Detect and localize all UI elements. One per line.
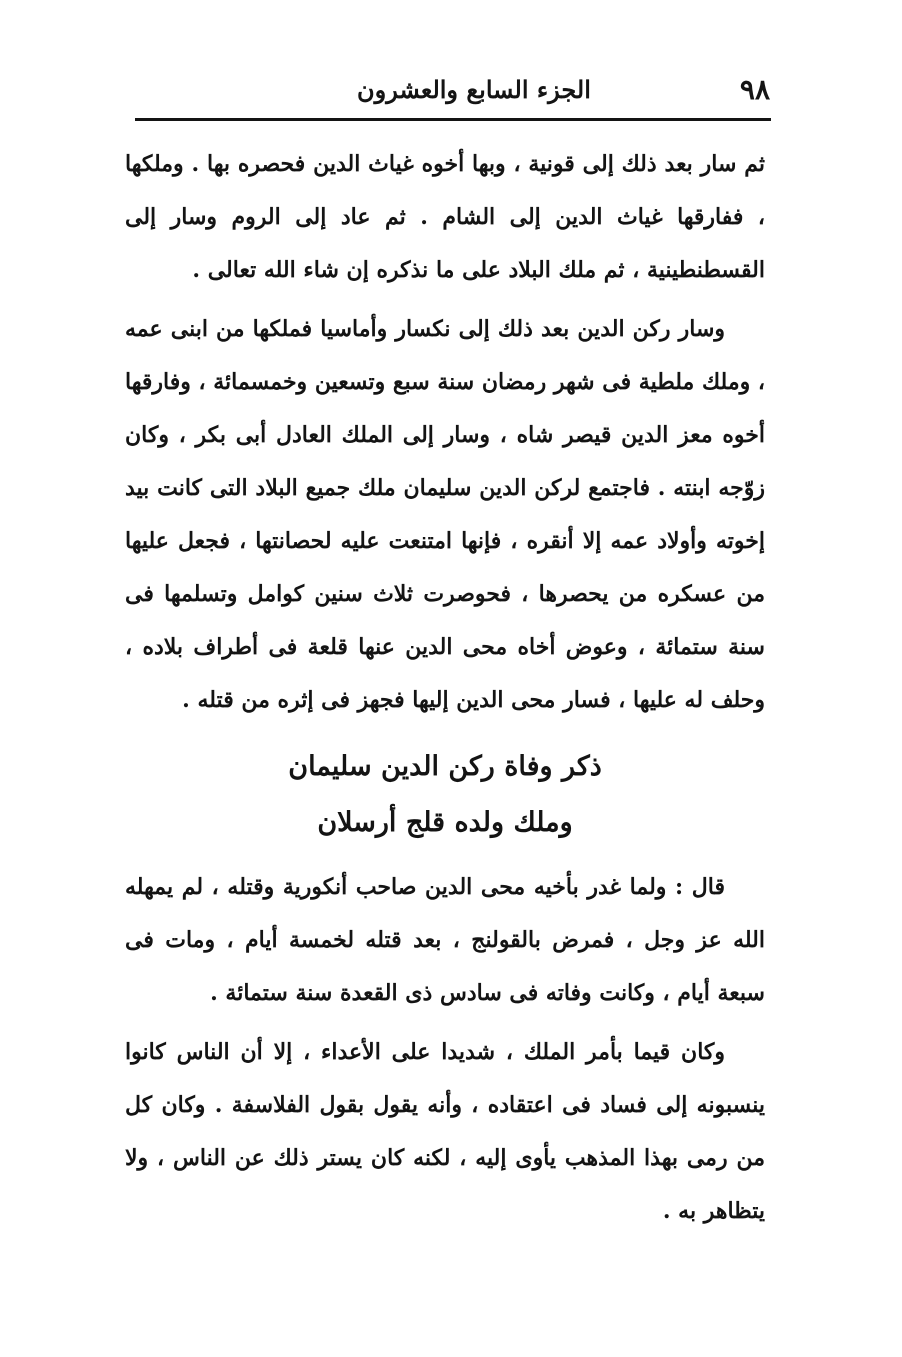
- running-title: الجزء السابع والعشرون: [357, 74, 591, 104]
- section-heading-line-2: وملك ولده قلج أرسلان: [317, 807, 573, 838]
- page-number: ٩٨: [739, 72, 770, 106]
- page-header: [135, 66, 770, 112]
- paragraph-4: وكان قيما بأمر الملك ، شديدا على الأعداء ، إلا أن الناس كانوا ينسبونه إلى فساد فى اعتقاده ، وأنه يقول بقول الفلاسفة . وكان كل من رمى بهذا المذهب يأوى إليه ، لكنه كان يستر ذلك عن الناس ، ولا يتظاهر به .: [125, 1039, 765, 1224]
- section-heading-line-1: ذكر وفاة ركن الدين سليمان: [288, 751, 602, 782]
- header-rule: [135, 118, 771, 121]
- body-text: [125, 138, 765, 1238]
- paragraph-3: قال : ولما غدر بأخيه محى الدين صاحب أنكورية وقتله ، لم يمهله الله عز وجل ، فمرض بالقولنج ، بعد قتله لخمسة أيام ، ومات فى سبعة أيام ، وكانت وفاته فى سادس ذى القعدة سنة ستمائة .: [125, 874, 765, 1006]
- paragraph-1: ثم سار بعد ذلك إلى قونية ، وبها أخوه غياث الدين فحصره بها . وملكها ، ففارقها غياث الدين إلى الشام . ثم عاد إلى الروم وسار إلى القسطنطينية ، ثم ملك البلاد على ما نذكره إن شاء الله تعالى .: [125, 151, 765, 283]
- paragraph-2: وسار ركن الدين بعد ذلك إلى نكسار وأماسيا فملكها من ابنى عمه ، وملك ملطية فى شهر رمضان سنة سبع وتسعين وخمسمائة ، وفارقها أخوه معز الدين قيصر شاه ، وسار إلى الملك العادل أبى بكر ، وكان زوّجه ابنته . فاجتمع لركن الدين سليمان ملك جميع البلاد التى كانت بيد إخوته وأولاد عمه إلا أنقره ، فإنها امتنعت عليه لحصانتها ، فجعل عليها من عسكره من يحصرها ، فحوصرت ثلاث سنين كوامل وتسلمها فى سنة ستمائة ، وعوض أخاه محى الدين عنها قلعة فى أطراف بلاده ، وحلف له عليها ، فسار محى الدين إليها فجهز فى إثره من قتله .: [125, 316, 765, 713]
